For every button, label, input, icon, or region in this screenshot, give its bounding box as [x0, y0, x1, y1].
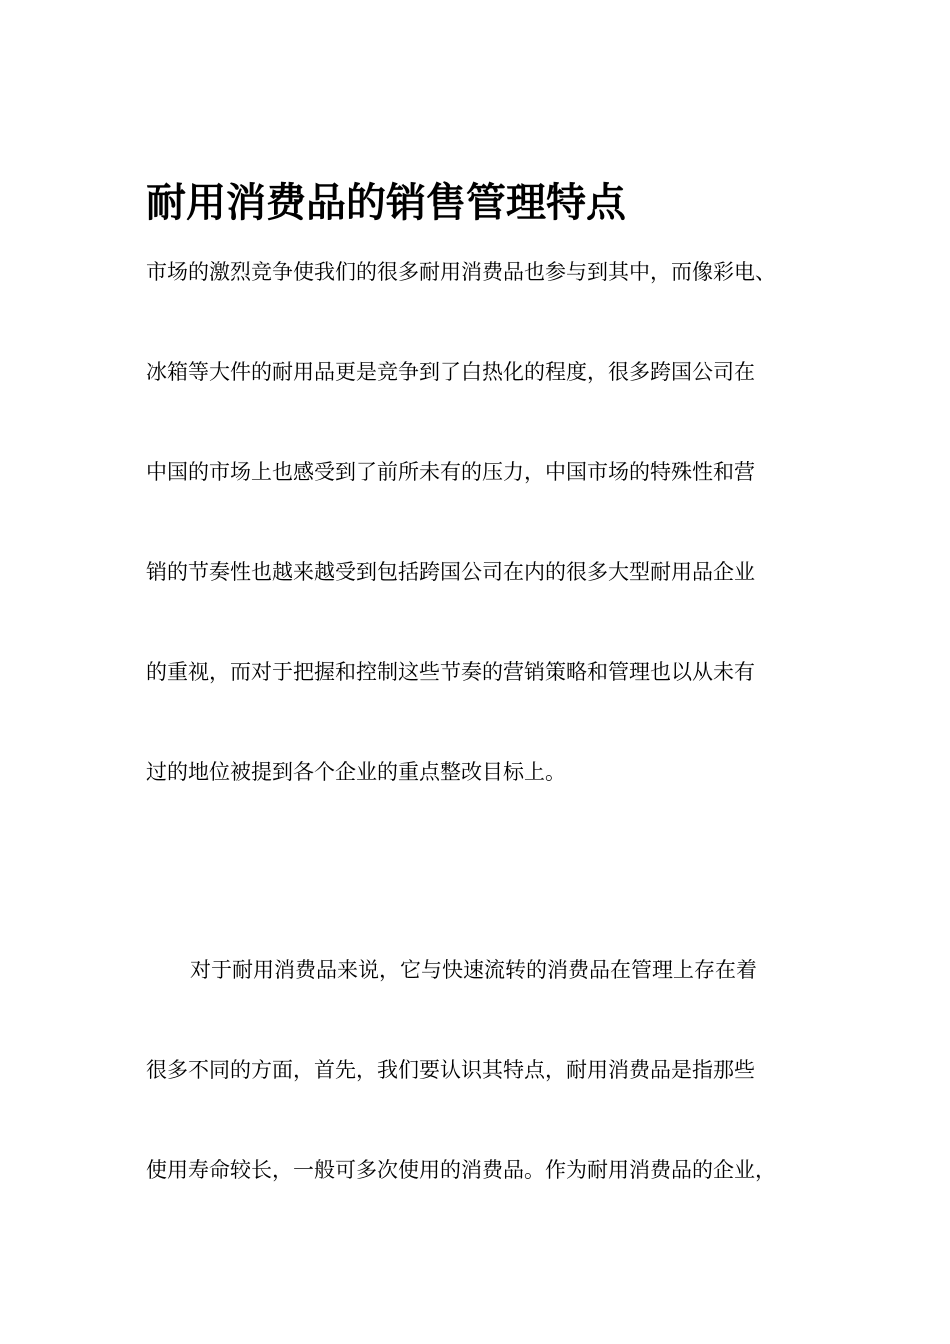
- paragraph-1-line-3: 中国的市场上也感受到了前所未有的压力，中国市场的特殊性和营: [146, 460, 755, 484]
- paragraph-2-line-2: 很多不同的方面，首先，我们要认识其特点，耐用消费品是指那些: [146, 1058, 755, 1082]
- paragraph-1-line-2: 冰箱等大件的耐用品更是竞争到了白热化的程度，很多跨国公司在: [146, 360, 755, 384]
- paragraph-1-line-6: 过的地位被提到各个企业的重点整改目标上。: [146, 760, 566, 784]
- paragraph-2-line-1: 对于耐用消费品来说，它与快速流转的消费品在管理上存在着: [190, 958, 757, 982]
- paragraph-1-line-1: 市场的激烈竞争使我们的很多耐用消费品也参与到其中，而像彩电、: [146, 260, 776, 284]
- paragraph-1-line-5: 的重视，而对于把握和控制这些节奏的营销策略和管理也以从未有: [146, 660, 755, 684]
- paragraph-2-line-3: 使用寿命较长，一般可多次使用的消费品。作为耐用消费品的企业，: [146, 1158, 776, 1182]
- document-title: 耐用消费品的销售管理特点: [146, 180, 626, 226]
- paragraph-1-line-4: 销的节奏性也越来越受到包括跨国公司在内的很多大型耐用品企业: [146, 560, 755, 584]
